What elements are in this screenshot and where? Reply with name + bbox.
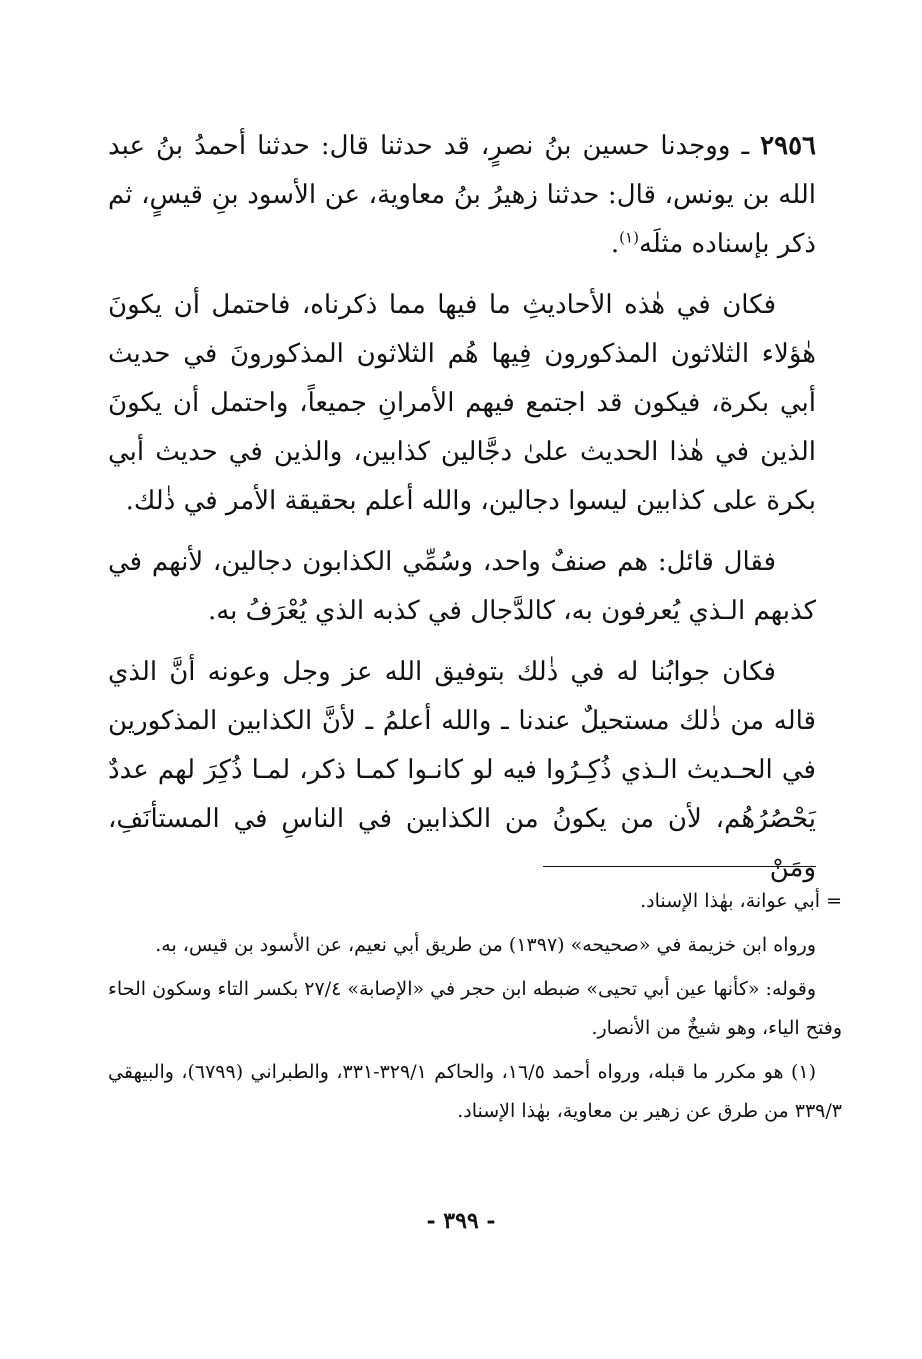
footnotes (108, 882, 842, 1136)
paragraph-hadith-2956 (108, 122, 816, 269)
paragraph-3: فقال قائل: هم صنفٌ واحد، وسُمِّي الكذابون دجالين، لأنهم في كذبهم الـذي يُعرفون به، كالدَّجال في كذبه الذي يُعْرَفُ به. (108, 547, 816, 626)
footnote-divider (543, 866, 816, 867)
footnote-isaba: وقوله: «كأنها عين أبي تحيى» ضبطه ابن حجر في «الإصابة» ٢٧/٤ بكسر التاء وسكون الحاء وفتح الياء، وهو شيخٌ من الأنصار. (107, 978, 842, 1039)
paragraph-2: فكان في هٰذه الأحاديثِ ما فيها مما ذكرناه، فاحتمل أن يكونَ هٰؤلاء الثلاثون المذكورون فِيها هُم الثلاثون المذكورونَ في حديث أبي بكرة، فيكون قد اجتمع فيهم الأمرانِ جميعاً، واحتمل أن يكونَ الذين في هٰذا الحديث علىٰ دجَّالين كذابين، والذين في حديث أبي بكرة على كذابين ليسوا دجالين، والله أعلم بحقيقة الأمر في ذٰلك. (108, 290, 816, 516)
main-text (108, 122, 816, 905)
paragraph-4: فكان جوابُنا له في ذٰلك بتوفيق الله عز وجل وعونه أنَّ الذي قاله من ذٰلك مستحيلٌ عندنا ـ والله أعلمُ ـ لأنَّ الكذابين المذكورين في الحـديث الـذي ذُكِـرُوا فيه لو كانـوا كمـا ذكر، لمـا ذُكِرَ لهم عددٌ يَحْصُرُهُم، لأن من يكونُ من الكذابين في الناسِ في المستأنَفِ، ومَنْ (108, 657, 816, 883)
page-number: - ٣٩٩ - (426, 1208, 496, 1234)
hadith-number: ٢٩٥٦ (760, 131, 816, 161)
footnote-reference: (١) (619, 228, 639, 247)
footnote-1: (١) هو مكرر ما قبله، ورواه أحمد ١٦/٥، والحاكم ٣٢٩/١-٣٣١، والطبراني (٦٧٩٩)، والبيهقي ٣٣٩/٣ من طرق عن زهير بن معاوية، بهٰذا الإسناد. (108, 1061, 842, 1122)
hadith-text-end: . (610, 229, 620, 259)
footnote-continuation: = أبي عوانة، بهٰذا الإسناد. (640, 890, 842, 912)
footnote-ibn-khuzayma: ورواه ابن خزيمة في «صحيحه» (١٣٩٧) من طريق أبي نعيم، عن الأسود بن قيس، به. (155, 934, 816, 956)
hadith-text: ـ ووجدنا حسين بنُ نصرٍ، قد حدثنا قال: حدثنا أحمدُ بنُ عبد الله بن يونس، قال: حدثنا زهيرُ بنُ معاوية، عن الأسود بنِ قيسٍ، ثم ذكر بإسناده مثلَه (108, 131, 816, 259)
